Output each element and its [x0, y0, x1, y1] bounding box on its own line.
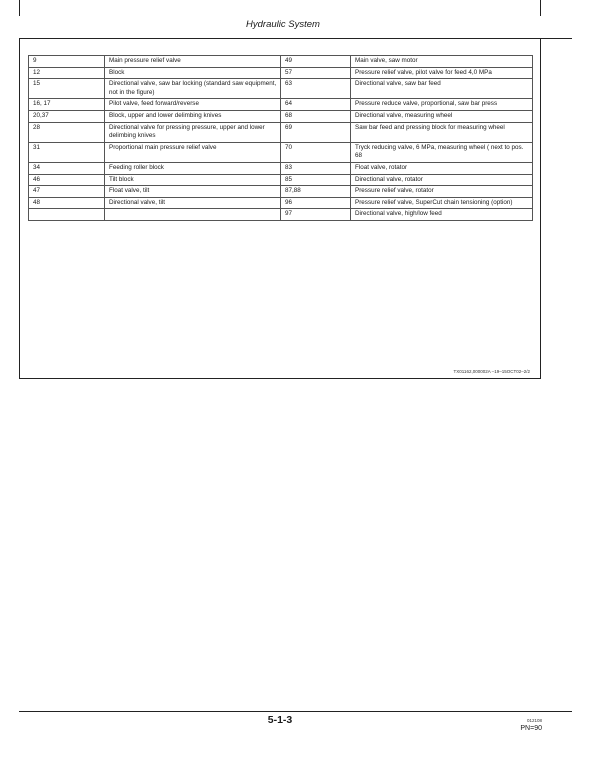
item-number-cell: 28 [29, 122, 105, 142]
item-description-cell: Main valve, saw motor [351, 56, 533, 68]
table-row [29, 56, 533, 68]
item-description-cell: Pilot valve, feed forward/reverse [105, 99, 281, 111]
item-number-cell: 49 [281, 56, 351, 68]
item-number-cell: 68 [281, 110, 351, 122]
item-description-cell: Block, upper and lower delimbing knives [105, 110, 281, 122]
item-description-cell: Directional valve, saw bar feed [351, 79, 533, 99]
item-description-cell: Float valve, rotator [351, 162, 533, 174]
item-description-cell: Tilt block [105, 174, 281, 186]
date-code: 012108 [526, 718, 542, 723]
item-description-cell: Directional valve for pressing pressure, upper and lower delimbing knives [105, 122, 281, 142]
item-description-cell: Saw bar feed and pressing block for measuring wheel [351, 122, 533, 142]
table-row [29, 162, 533, 174]
item-number-cell: 97 [281, 209, 351, 221]
table-row [29, 99, 533, 111]
table-row [29, 67, 533, 79]
item-description-cell: Directional valve, high/low feed [351, 209, 533, 221]
table-row [29, 209, 533, 221]
item-number-cell: 16, 17 [29, 99, 105, 111]
section-title: Hydraulic System [246, 19, 320, 30]
page-number: 5-1-3 [267, 714, 293, 726]
table-row [29, 174, 533, 186]
item-description-cell: Block [105, 67, 281, 79]
item-number-cell: 57 [281, 67, 351, 79]
item-description-cell: Pressure relief valve, pilot valve for feed 4,0 MPa [351, 67, 533, 79]
item-number-cell: 83 [281, 162, 351, 174]
parts-table [28, 55, 533, 221]
item-number-cell: 70 [281, 142, 351, 162]
table-row [29, 142, 533, 162]
item-number-cell: 69 [281, 122, 351, 142]
item-description-cell: Pressure reduce valve, proportional, saw bar press [351, 99, 533, 111]
item-description-cell: Feeding roller block [105, 162, 281, 174]
table-row [29, 186, 533, 198]
item-description-cell: Tryck reducing valve, 6 MPa, measuring wheel ( next to pos. 68 [351, 142, 533, 162]
item-number-cell: 64 [281, 99, 351, 111]
item-number-cell: 63 [281, 79, 351, 99]
table-row [29, 79, 533, 99]
item-number-cell: 34 [29, 162, 105, 174]
table-row [29, 122, 533, 142]
table-row [29, 110, 533, 122]
item-description-cell: Directional valve, saw bar locking (standard saw equipment, not in the figure) [105, 79, 281, 99]
item-description-cell: Proportional main pressure relief valve [105, 142, 281, 162]
item-number-cell [29, 209, 105, 221]
item-description-cell: Pressure relief valve, rotator [351, 186, 533, 198]
item-number-cell: 9 [29, 56, 105, 68]
item-description-cell: Directional valve, rotator [351, 174, 533, 186]
item-number-cell: 85 [281, 174, 351, 186]
item-description-cell: Directional valve, tilt [105, 197, 281, 209]
top-right-rule [540, 0, 541, 16]
footer-divider [19, 711, 572, 712]
item-description-cell: Float valve, tilt [105, 186, 281, 198]
item-number-cell: 12 [29, 67, 105, 79]
item-number-cell: 96 [281, 197, 351, 209]
item-description-cell: Pressure relief valve, SuperCut chain tensioning (option) [351, 197, 533, 209]
parts-table-body [29, 56, 533, 221]
item-number-cell: 20,37 [29, 110, 105, 122]
reference-code: TX01162,000002A –19–15OCT02–2/2 [453, 369, 530, 374]
item-description-cell: Directional valve, measuring wheel [351, 110, 533, 122]
item-number-cell: 31 [29, 142, 105, 162]
item-number-cell: 46 [29, 174, 105, 186]
table-row [29, 197, 533, 209]
top-left-rule [19, 0, 20, 16]
item-number-cell: 47 [29, 186, 105, 198]
item-number-cell: 87,88 [281, 186, 351, 198]
pn-number: PN=90 [520, 725, 542, 732]
item-number-cell: 48 [29, 197, 105, 209]
item-description-cell: Main pressure relief valve [105, 56, 281, 68]
item-description-cell [105, 209, 281, 221]
item-number-cell: 15 [29, 79, 105, 99]
